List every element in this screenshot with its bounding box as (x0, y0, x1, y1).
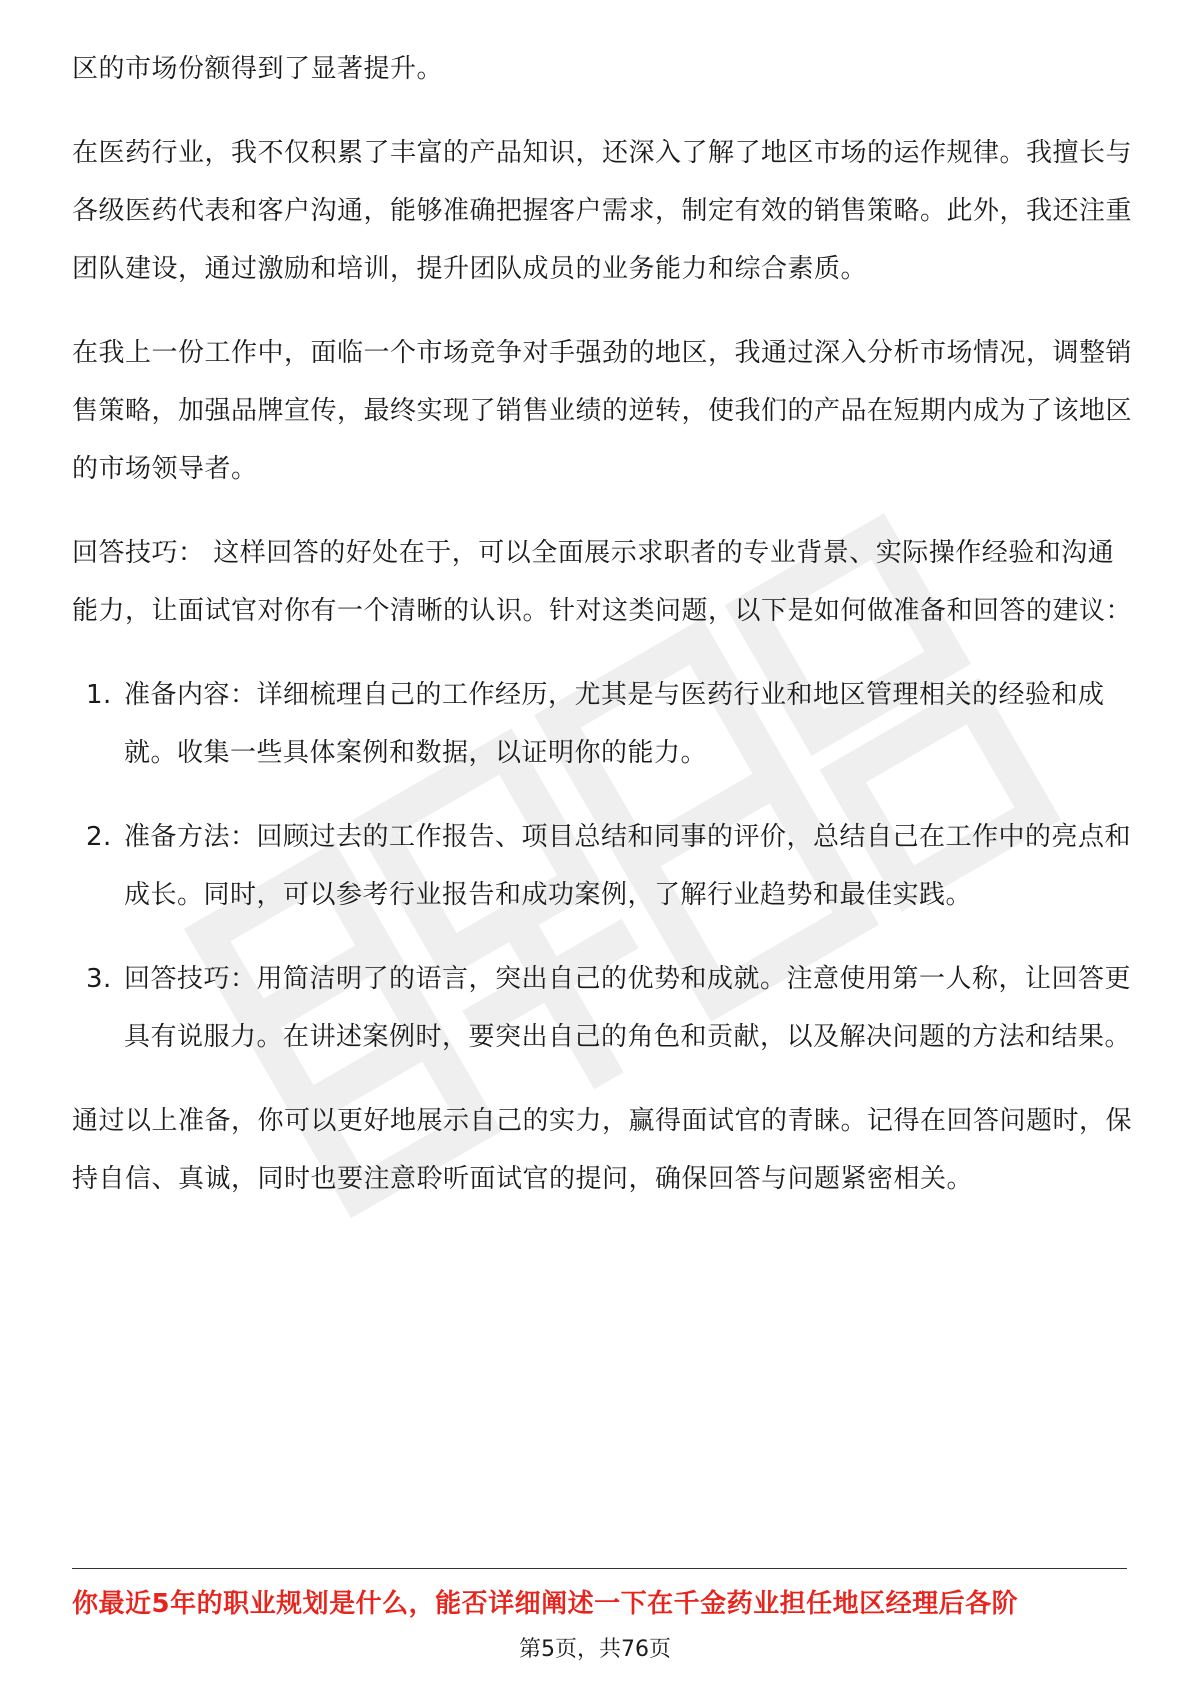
list-item-text: 回答技巧：用简洁明了的语言，突出自己的优势和成就。注意使用第一人称，让回答更具有说服力。在讲述案例时，要突出自己的角色和贡献，以及解决问题的方法和结果。 (124, 964, 1132, 1052)
advice-list (72, 666, 1132, 1066)
main-content (72, 40, 1132, 1234)
answer-tips-paragraph: 回答技巧： 这样回答的好处在于，可以全面展示求职者的专业背景、实际操作经验和沟通能力，让面试官对你有一个清晰的认识。针对这类问题，以下是如何做准备和回答的建议： (72, 538, 1133, 626)
intro-tail-paragraph: 区的市场份额得到了显著提升。 (72, 54, 444, 84)
list-item-number: 3. (86, 964, 112, 994)
list-item-text: 准备内容：详细梳理自己的工作经历，尤其是与医药行业和地区管理相关的经验和成就。收集一些具体案例和数据，以证明你的能力。 (124, 680, 1105, 768)
previous-job-paragraph: 在我上一份工作中，面临一个市场竞争对手强劲的地区，我通过深入分析市场情况，调整销售策略，加强品牌宣传，最终实现了销售业绩的逆转，使我们的产品在短期内成为了该地区的市场领导者。 (72, 338, 1133, 484)
list-item-number: 2. (86, 822, 112, 852)
list-item-number: 1. (86, 680, 112, 710)
footer-divider (72, 1568, 1127, 1569)
conclusion-paragraph: 通过以上准备，你可以更好地展示自己的实力，赢得面试官的青睐。记得在回答问题时，保持自信、真诚，同时也要注意聆听面试官的提问，确保回答与问题紧密相关。 (72, 1106, 1133, 1194)
list-item (72, 950, 1132, 1066)
list-item (72, 666, 1132, 782)
next-question-heading: 你最近5年的职业规划是什么，能否详细阐述一下在千金药业担任地区经理后各阶 (72, 1589, 1019, 1619)
page-number: 第5页，共76页 (519, 1637, 671, 1662)
list-item (72, 808, 1132, 924)
list-item-text: 准备方法：回顾过去的工作报告、项目总结和同事的评价，总结自己在工作中的亮点和成长。同时，可以参考行业报告和成功案例，了解行业趋势和最佳实践。 (124, 822, 1132, 910)
industry-paragraph: 在医药行业，我不仅积累了丰富的产品知识，还深入了解了地区市场的运作规律。我擅长与各级医药代表和客户沟通，能够准确把握客户需求，制定有效的销售策略。此外，我还注重团队建设，通过激励和培训，提升团队成员的业务能力和综合素质。 (72, 138, 1133, 284)
